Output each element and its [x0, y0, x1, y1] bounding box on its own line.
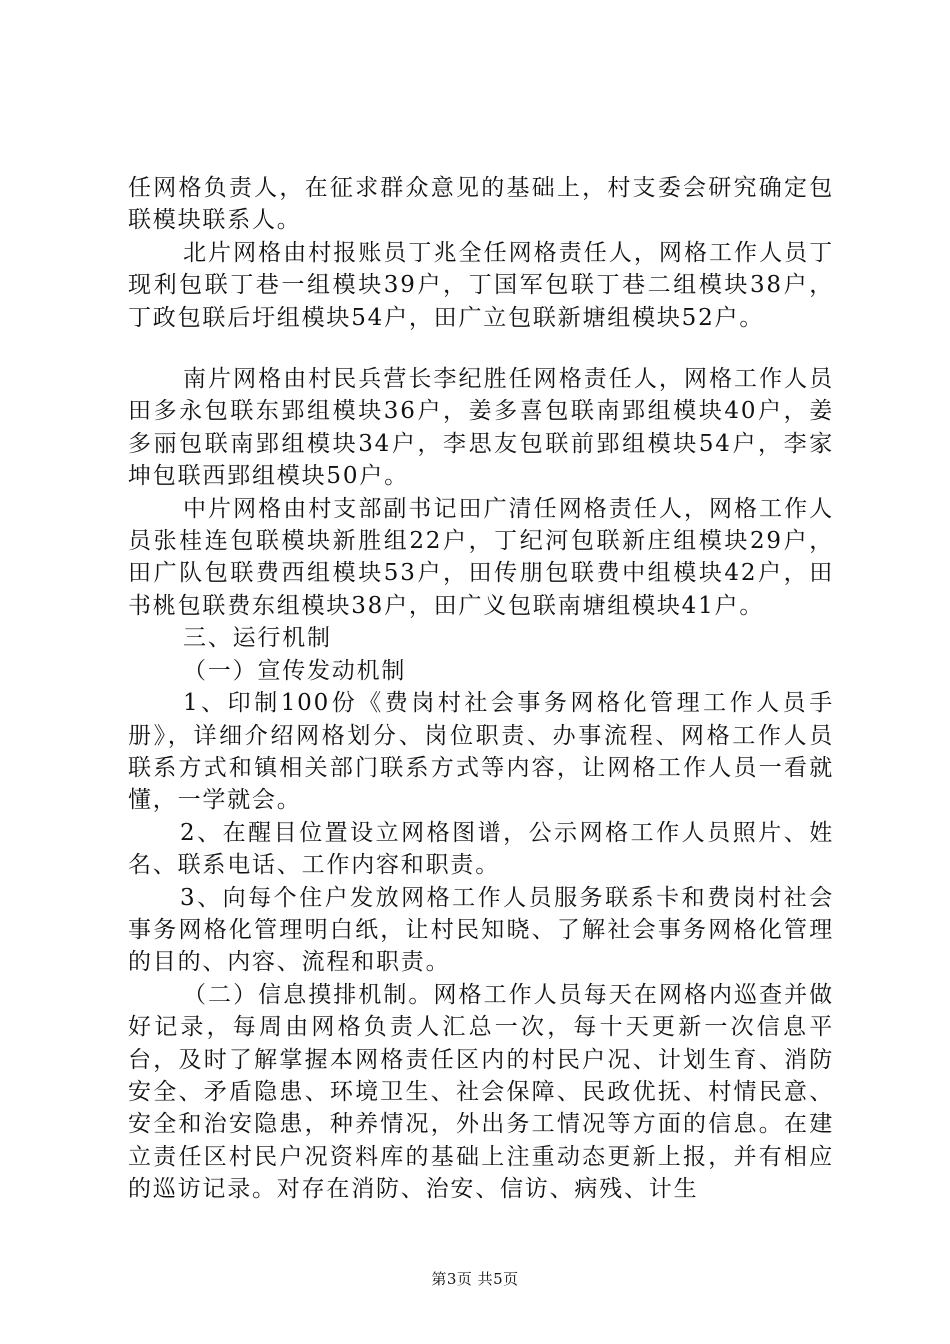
document-body [128, 172, 834, 1206]
paragraph-item-3-service-card: 3、向每个住户发放网格工作人员服务联系卡和费岗村社会事务网格化管理明白纸，让村民知晓、了解社会事务网格化管理的目的、内容、流程和职责。 [128, 884, 834, 976]
paragraph-item-1-handbook: 1、印制100份《费岗村社会事务网格化管理工作人员手册》，详细介绍网格划分、岗位职责、办事流程、网格工作人员联系方式和镇相关部门联系方式等内容，让网格工作人员一看就懂，一学就会。 [128, 690, 834, 814]
paragraph-south-grid: 南片网格由村民兵营长李纪胜任网格责任人，网格工作人员田多永包联东郢组模块36户，姜多喜包联南郢组模块40户，姜多丽包联南郢组模块34户，李思友包联前郢组模块54户，李家坤包联西郢组模块50户。 [128, 366, 834, 490]
page-number-footer: 第3页 共5页 [431, 1270, 519, 1288]
paragraph-north-grid: 北片网格由村报账员丁兆全任网格责任人，网格工作人员丁现利包联丁巷一组模块39户，丁国军包联丁巷二组模块38户，丁政包联后圩组模块54户，田广立包联新塘组模块52户。 [128, 239, 834, 331]
paragraph-gap [128, 334, 834, 363]
paragraph-grid-leader-continued: 任网格负责人，在征求群众意见的基础上，村支委会研究确定包联模块联系人。 [128, 175, 834, 234]
section-heading-operating-mechanism: 三、运行机制 [183, 625, 332, 652]
paragraph-central-grid: 中片网格由村支部副书记田广清任网格责任人，网格工作人员张桂连包联模块新胜组22户，丁纪河包联新庄组模块29户，田广队包联费西组模块53户，田传朋包联费中组模块42户，田书桃包联费东组模块38户，田广义包联南塘组模块41户。 [128, 495, 834, 619]
paragraph-item-2-grid-map: 2、在醒目位置设立网格图谱，公示网格工作人员照片、姓名、联系电话、工作内容和职责。 [128, 819, 834, 879]
paragraph-info-survey-mechanism: （二）信息摸排机制。网格工作人员每天在网格内巡查并做好记录，每周由网格负责人汇总一次，每十天更新一次信息平台，及时了解掌握本网格责任区内的村民户况、计划生育、消防安全、矛盾隐患、环境卫生、社会保障、民政优抚、村情民意、安全和治安隐患，种养情况，外出务工情况等方面的信息。在建立责任区村民户况资料库的基础上注重动态更新上报，并有相应的巡访记录。对存在消防、治安、信访、病残、计生 [128, 981, 834, 1203]
subsection-heading-publicity: （一）宣传发动机制 [183, 657, 407, 684]
